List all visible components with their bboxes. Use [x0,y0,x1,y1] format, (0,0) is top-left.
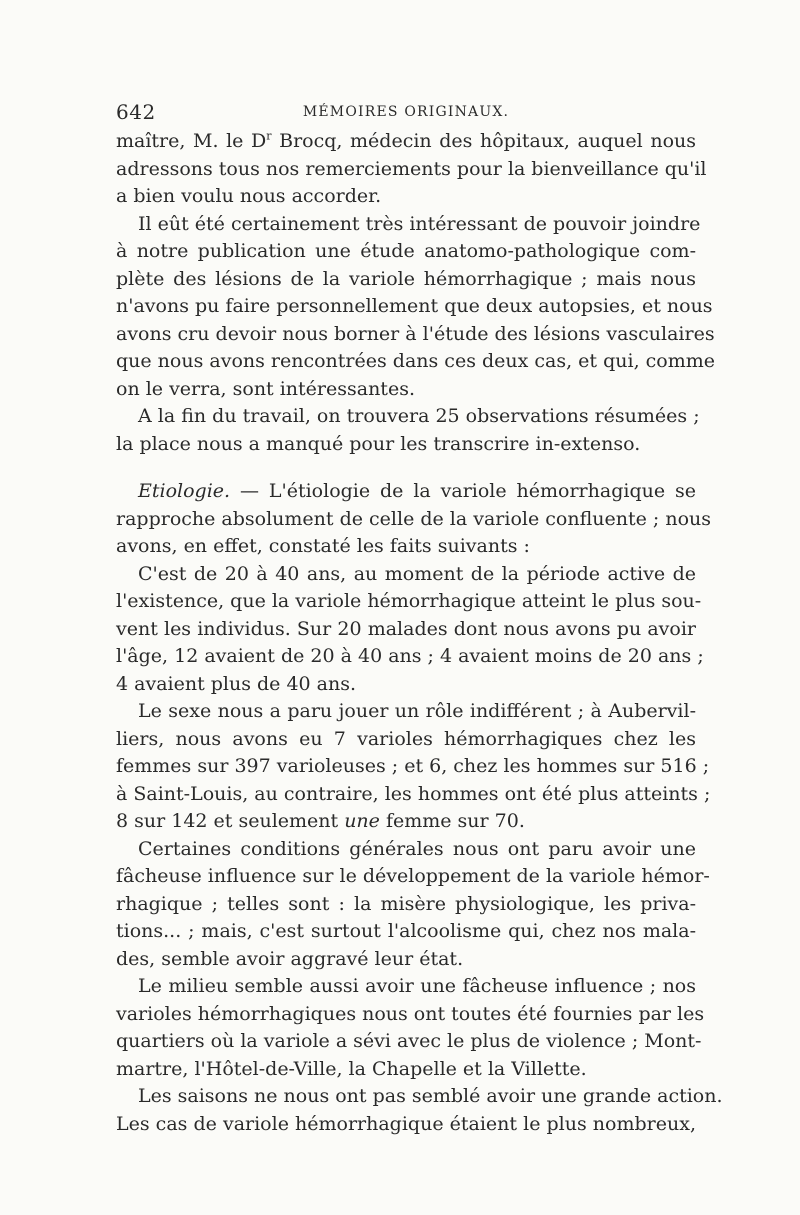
text-line: rapproche absolument de celle de la variole confluente ; nous [116,507,711,530]
text-line: C'est de 20 à 40 ans, au moment de la période active de [138,562,696,585]
text-line: plète des lésions de la variole hémorrhagique ; mais nous [116,267,696,290]
text-line: des, semble avoir aggravé leur état. [116,947,464,970]
text-line: à Saint-Louis, au contraire, les hommes ont été plus atteints ; [116,782,711,805]
text-line: on le verra, sont intéressantes. [116,377,415,400]
emphasis: une [344,810,380,832]
page-number: 642 [116,100,156,124]
running-title: MÉMOIRES ORIGINAUX. [302,104,510,120]
text-line: Les saisons ne nous ont pas semblé avoir une grande action. [138,1085,723,1107]
paragraph [116,211,716,404]
paragraph [116,698,711,836]
paragraph [116,973,705,1083]
text-line: maître, M. le $D^r$ Brocq, médecin des hôpitaux, auquel nous [116,129,696,152]
text-line: liers, nous avons eu 7 varioles hémorrhagiques chez les [116,727,696,750]
text-line: Certaines conditions générales nous ont paru avoir une [138,837,696,860]
text-line: quartiers où la variole a sévi avec le plus de violence ; Mont- [116,1030,702,1052]
text-line: l'âge, 12 avaient de 20 à 40 ans ; 4 avaient moins de 20 ans ; [116,645,704,667]
paragraph [116,403,700,458]
text-line: martre, l'Hôtel-de-Ville, la Chapelle et la Villette. [116,1057,587,1080]
text-line: Il eût été certainement très intéressant de pouvoir joindre [138,212,701,235]
text-line: Etiologie. — L'étiologie de la variole hémorrhagique se [138,480,696,502]
text-line: à notre publication une étude anatomo-pathologique com- [116,240,696,262]
text-line: la place nous a manqué pour les transcrire in-extenso. [116,432,641,455]
text-block-etiologie [116,478,723,1138]
section-heading: Etiologie. [138,480,231,502]
paragraph [116,478,711,561]
text-line: l'existence, que la variole hémorrhagique atteint le plus sou- [116,590,702,612]
superscript: r [266,129,272,143]
page-header [116,100,696,126]
text-line: rhagique ; telles sont : la misère physiologique, les priva- [116,892,696,915]
text-line: varioles hémorrhagiques nous ont toutes été fournies par les [116,1002,705,1025]
text-line: 4 avaient plus de 40 ans. [116,672,357,695]
text-line: a bien voulu nous accorder. [116,185,382,207]
paragraph [116,561,704,699]
text-line: A la fin du travail, on trouvera 25 observations résumées ; [138,405,700,427]
paragraph [116,836,710,974]
text-line: vent les individus. Sur 20 malades dont nous avons pu avoir [116,617,696,640]
text-line: Les cas de variole hémorrhagique étaient le plus nombreux, [116,1112,696,1135]
text-line: tions... ; mais, c'est surtout l'alcoolisme qui, chez nos mala- [116,920,696,942]
text-line: n'avons pu faire personnellement que deux autopsies, et nous [116,295,713,317]
text-line: fâcheuse influence sur le développement de la variole hémor- [116,865,710,887]
paragraph [116,1083,723,1138]
text-line: que nous avons rencontrées dans ces deux cas, et qui, comme [116,350,716,372]
text-block-top [116,128,716,458]
text-line: avons cru devoir nous borner à l'étude des lésions vasculaires [116,322,715,345]
text-line: Le milieu semble aussi avoir une fâcheuse influence ; nos [138,975,696,997]
text-line: 8 sur 142 et seulement une femme sur 70. [116,810,525,832]
paragraph [116,128,707,211]
text-line: avons, en effet, constaté les faits suivants : [116,535,530,557]
text-line: adressons tous nos remerciements pour la bienveillance qu'il [116,157,707,180]
text-line: Le sexe nous a paru jouer un rôle indifférent ; à Aubervil- [138,700,696,722]
text-line: femmes sur 397 varioleuses ; et 6, chez les hommes sur 516 ; [116,755,710,777]
